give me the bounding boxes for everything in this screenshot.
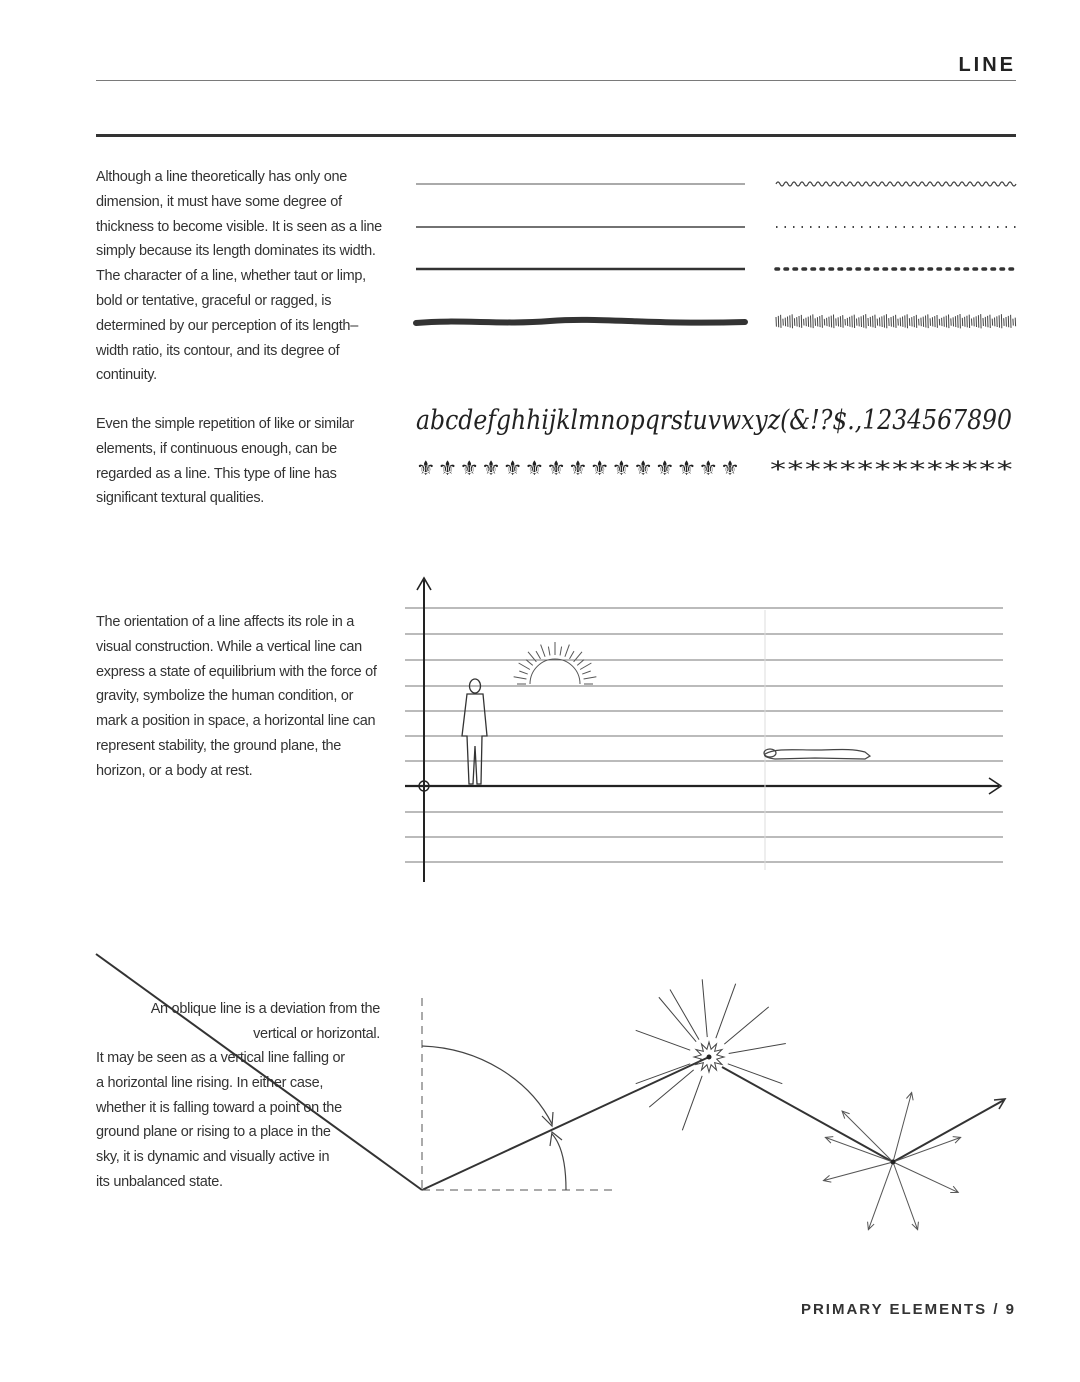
script-alphabet-sample: abcdefghhijklmnopqrstuvwxyz(&!?$.,1234567890 — [416, 405, 1012, 436]
burst-icon — [636, 979, 786, 1130]
paragraph-repetition: Even the simple repetition of like or similar elements, if continuous enough, can be regarded as a line. This type of line has significant textural qualities. — [96, 416, 355, 507]
line-weight-figure — [400, 165, 1030, 345]
header-rule — [96, 80, 1016, 81]
oblique-figure — [0, 940, 1080, 1240]
paragraph-orientation: The orientation of a line affects its role in a visual construction. While a vertical line can express a state of equilibrium with the force of gravity, symbolize the human condition, or mark a position in space, a horizontal line can represent stability, the ground plane, the horizon, or a body at rest. — [96, 614, 377, 779]
paragraph-oblique-body: It may be seen as a vertical line falling or a horizontal line rising. In either case, whether it is falling toward a point on the ground plane or rising to a place in the sky, it is dynamic and visually active in its unbalanced state. — [96, 1050, 345, 1190]
section-rule — [96, 134, 1016, 137]
standing-person-icon — [462, 679, 487, 784]
fleuron-row: ⚜⚜⚜⚜⚜⚜⚜⚜⚜⚜⚜⚜⚜⚜⚜ — [416, 456, 742, 480]
paragraph-oblique-caption: An oblique line is a deviation from the vertical or horizontal. — [150, 1001, 380, 1042]
reclining-person-icon — [764, 749, 870, 759]
sun-icon — [514, 642, 597, 684]
asterisk-row: ************** — [770, 458, 1014, 483]
orientation-figure — [395, 570, 1020, 890]
page-footer: PRIMARY ELEMENTS / 9 — [800, 1301, 1016, 1318]
paragraph-line-dimension: Although a line theoretically has only one dimension, it must have some degree of thickness to become visible. It is seen as a line simply because its length dominates its width. The character of a line, whether taut or limp, bold or tentative, graceful or ragged, is determined by our perception of its length–width ratio, its contour, and its degree of continuity. — [96, 169, 382, 384]
repetition-figure — [400, 395, 1030, 485]
page-section-title: LINE — [958, 54, 1016, 76]
